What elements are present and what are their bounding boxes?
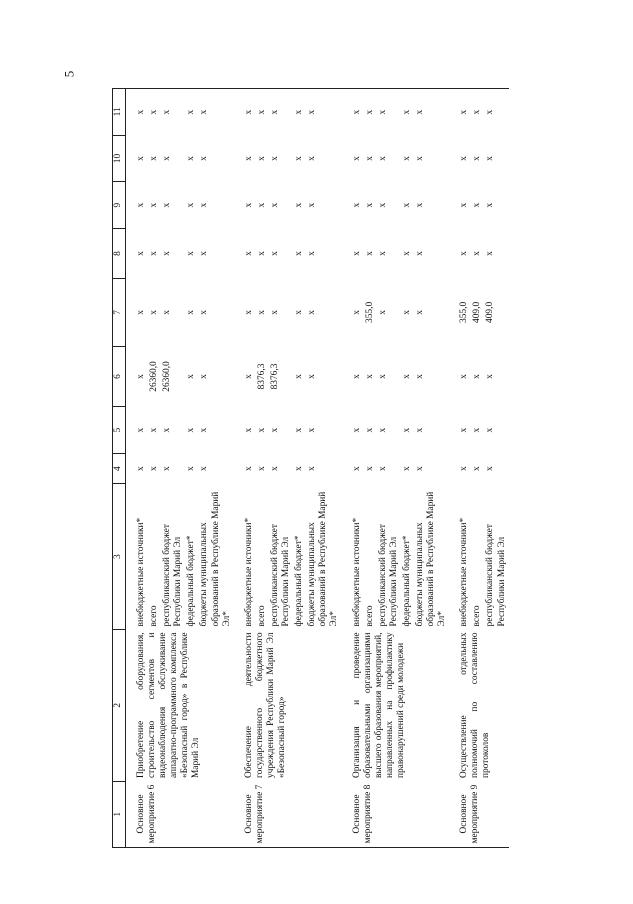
value-cell: х bbox=[471, 89, 484, 136]
value-cell: х bbox=[243, 427, 254, 433]
value-cell: х bbox=[256, 89, 269, 136]
value-cell: х bbox=[186, 251, 197, 256]
value-cell: х bbox=[472, 251, 483, 256]
funding-source-cell: всего bbox=[256, 605, 267, 627]
value-cell: х bbox=[307, 466, 318, 471]
value-cell: х bbox=[364, 374, 375, 379]
value-cell: х bbox=[472, 156, 483, 161]
value-cell: х bbox=[401, 310, 412, 315]
value-cell: х bbox=[186, 310, 197, 315]
table-row bbox=[126, 89, 149, 848]
value-cell: х bbox=[269, 427, 280, 433]
value-cell: х bbox=[186, 374, 197, 379]
value-cell: х bbox=[377, 427, 388, 433]
value-cell: х bbox=[307, 374, 318, 379]
value-cell: х bbox=[459, 251, 470, 256]
value-cell: х bbox=[351, 374, 362, 379]
value-cell: х bbox=[351, 202, 362, 208]
value-cell: 355,0 bbox=[459, 301, 470, 323]
value-cell: х bbox=[294, 202, 305, 208]
event-name-cell: Основное мероприятие 8 bbox=[342, 781, 450, 847]
value-cell: х bbox=[485, 466, 496, 471]
value-cell: х bbox=[459, 374, 470, 379]
value-cell: х bbox=[269, 310, 280, 315]
event-name-cell: Основное мероприятие 6 bbox=[126, 781, 234, 847]
value-cell: х bbox=[459, 466, 470, 471]
value-cell: х bbox=[256, 427, 267, 433]
value-cell: 355,0 bbox=[364, 301, 375, 323]
value-cell: х bbox=[199, 310, 210, 315]
value-cell: х bbox=[414, 374, 425, 379]
column-header: 2 bbox=[113, 629, 126, 781]
value-cell: х bbox=[472, 427, 483, 433]
column-header: 1 bbox=[113, 781, 126, 847]
value-cell: х bbox=[485, 251, 496, 256]
value-cell: х bbox=[293, 89, 306, 136]
table-row bbox=[234, 89, 256, 848]
value-cell: х bbox=[414, 310, 425, 315]
value-cell: х bbox=[485, 202, 496, 208]
value-cell: х bbox=[243, 374, 254, 379]
funding-source-cell: внебюджетные источники* bbox=[351, 517, 362, 627]
value-cell: 26360,0 bbox=[149, 361, 160, 392]
column-header: 7 bbox=[113, 279, 126, 347]
value-cell: х bbox=[149, 466, 160, 471]
funding-source-cell: всего bbox=[149, 605, 160, 627]
value-cell: х bbox=[364, 89, 377, 136]
value-cell: х bbox=[256, 310, 267, 315]
column-header: 11 bbox=[113, 89, 126, 136]
value-cell: х bbox=[162, 202, 173, 208]
event-description-cell: Обеспечение деятельности государственного бюджетного учреждения Республики Марий Эл «Безопасный город» bbox=[243, 632, 288, 779]
table-row bbox=[342, 89, 364, 848]
table-body bbox=[126, 89, 509, 848]
value-cell: х bbox=[199, 156, 210, 161]
value-cell: х bbox=[199, 466, 210, 471]
event-name-cell: Основное мероприятие 7 bbox=[234, 781, 342, 847]
event-description-cell: Осуществление отдельных полномочий по составлению протоколов bbox=[459, 632, 492, 779]
funding-source-cell: республиканский бюджет Республики Марий Эл bbox=[485, 524, 507, 627]
value-cell: х bbox=[256, 251, 267, 256]
value-cell: х bbox=[307, 202, 318, 208]
funding-source-cell: республиканский бюджет Республики Марий Эл bbox=[269, 524, 292, 627]
value-cell: х bbox=[136, 374, 146, 379]
value-cell: х bbox=[414, 156, 425, 161]
value-cell: х bbox=[294, 466, 305, 471]
value-cell: х bbox=[377, 466, 388, 471]
column-header: 4 bbox=[113, 453, 126, 483]
value-cell: х bbox=[351, 466, 362, 471]
value-cell: х bbox=[459, 427, 470, 433]
value-cell: х bbox=[364, 202, 375, 208]
value-cell: х bbox=[484, 89, 508, 136]
value-cell: х bbox=[198, 89, 233, 136]
value-cell: х bbox=[294, 156, 305, 161]
value-cell: х bbox=[256, 156, 267, 161]
value-cell: х bbox=[377, 374, 388, 379]
value-cell: х bbox=[148, 89, 161, 136]
value-cell: х bbox=[401, 156, 412, 161]
event-name-cell: Основное мероприятие 9 bbox=[449, 781, 508, 847]
value-cell: х bbox=[364, 466, 375, 471]
rotated-table-area bbox=[112, 88, 632, 848]
event-description-cell: Приобретение оборудования, строительство сегментов и видеонаблюдения обслуживание аппаратно-программного комплекса «Безопасный город» в Республике Марий Эл bbox=[136, 632, 202, 779]
value-cell: х bbox=[149, 427, 160, 433]
value-cell: х bbox=[185, 89, 198, 136]
value-cell: х bbox=[243, 310, 254, 315]
value-cell: х bbox=[161, 89, 185, 136]
value-cell: х bbox=[401, 251, 412, 256]
value-cell: 409,0 bbox=[485, 301, 496, 323]
funding-source-cell: внебюджетные источники* bbox=[243, 517, 254, 627]
value-cell: х bbox=[364, 251, 375, 256]
value-cell: х bbox=[256, 466, 267, 471]
value-cell: х bbox=[351, 251, 362, 256]
value-cell: х bbox=[401, 202, 412, 208]
funding-source-cell: внебюджетные источники* bbox=[136, 517, 146, 627]
funding-source-cell: бюджеты муниципальных образований в Республике Марий Эл* bbox=[414, 491, 448, 627]
value-cell: х bbox=[342, 89, 364, 136]
value-cell: х bbox=[136, 310, 146, 315]
funding-source-cell: республиканский бюджет Республики Марий Эл bbox=[377, 524, 399, 627]
value-cell: х bbox=[269, 156, 280, 161]
value-cell: х bbox=[459, 202, 470, 208]
value-cell: х bbox=[401, 427, 412, 433]
value-cell: х bbox=[414, 251, 425, 256]
value-cell: х bbox=[472, 466, 483, 471]
value-cell: х bbox=[256, 202, 267, 208]
value-cell: х bbox=[186, 156, 197, 161]
value-cell: х bbox=[459, 156, 470, 161]
value-cell: х bbox=[351, 310, 362, 315]
column-header: 9 bbox=[113, 182, 126, 229]
value-cell: х bbox=[377, 310, 388, 315]
funding-source-cell: федеральный бюджет* bbox=[186, 535, 197, 627]
value-cell: х bbox=[243, 466, 254, 471]
funding-table bbox=[112, 88, 509, 848]
value-cell: х bbox=[401, 374, 412, 379]
value-cell: х bbox=[401, 466, 412, 471]
funding-source-cell: бюджеты муниципальных образований в Республике Марий Эл* bbox=[307, 491, 340, 627]
value-cell: х bbox=[377, 251, 388, 256]
value-cell: х bbox=[294, 374, 305, 379]
value-cell: х bbox=[186, 427, 197, 433]
value-cell: х bbox=[294, 427, 305, 433]
value-cell: х bbox=[149, 202, 160, 208]
value-cell: х bbox=[269, 251, 280, 256]
value-cell: х bbox=[136, 427, 146, 433]
value-cell: х bbox=[186, 202, 197, 208]
value-cell: х bbox=[162, 156, 173, 161]
value-cell: х bbox=[485, 427, 496, 433]
value-cell: х bbox=[377, 89, 401, 136]
column-header: 5 bbox=[113, 407, 126, 454]
value-cell: х bbox=[136, 156, 146, 161]
value-cell: х bbox=[162, 251, 173, 256]
value-cell: х bbox=[294, 310, 305, 315]
funding-source-cell: всего bbox=[364, 605, 375, 627]
value-cell: х bbox=[199, 251, 210, 256]
value-cell: х bbox=[136, 466, 146, 471]
value-cell: х bbox=[307, 156, 318, 161]
value-cell: х bbox=[414, 466, 425, 471]
header-row bbox=[113, 89, 126, 848]
value-cell: х bbox=[401, 89, 414, 136]
value-cell: х bbox=[472, 202, 483, 208]
value-cell: х bbox=[472, 374, 483, 379]
value-cell: х bbox=[307, 427, 318, 433]
value-cell: х bbox=[199, 374, 210, 379]
value-cell: х bbox=[149, 156, 160, 161]
value-cell: х bbox=[351, 156, 362, 161]
value-cell: х bbox=[307, 310, 318, 315]
value-cell: х bbox=[199, 427, 210, 433]
value-cell: х bbox=[126, 89, 149, 136]
value-cell: 409,0 bbox=[472, 301, 483, 323]
value-cell: х bbox=[162, 427, 173, 433]
value-cell: х bbox=[269, 89, 293, 136]
value-cell: х bbox=[306, 89, 341, 136]
event-description-cell: Организация и проведение образовательными организациями высшего образования мероприятий, направленных на профилактику правонарушений среди молодежи bbox=[351, 632, 406, 779]
value-cell: х bbox=[269, 202, 280, 208]
value-cell: х bbox=[449, 89, 471, 136]
value-cell: х bbox=[186, 466, 197, 471]
funding-source-cell: федеральный бюджет* bbox=[294, 535, 305, 627]
value-cell: х bbox=[234, 89, 256, 136]
value-cell: х bbox=[364, 156, 375, 161]
value-cell: 8376,3 bbox=[269, 363, 280, 390]
value-cell: х bbox=[162, 310, 173, 315]
value-cell: х bbox=[294, 251, 305, 256]
value-cell: х bbox=[414, 427, 425, 433]
column-header: 10 bbox=[113, 135, 126, 182]
value-cell: х bbox=[377, 156, 388, 161]
value-cell: 26360,0 bbox=[162, 361, 173, 392]
value-cell: х bbox=[351, 427, 362, 433]
value-cell: х bbox=[307, 251, 318, 256]
value-cell: х bbox=[136, 202, 146, 208]
value-cell: х bbox=[485, 156, 496, 161]
value-cell: х bbox=[414, 202, 425, 208]
funding-source-cell: республиканский бюджет Республики Марий Эл bbox=[162, 524, 184, 627]
table-row bbox=[449, 89, 471, 848]
value-cell: х bbox=[414, 89, 449, 136]
page-number: 5 bbox=[61, 70, 77, 78]
value-cell: х bbox=[243, 202, 254, 208]
value-cell: х bbox=[377, 202, 388, 208]
value-cell: х bbox=[364, 427, 375, 433]
value-cell: х bbox=[269, 466, 280, 471]
value-cell: х bbox=[243, 251, 254, 256]
value-cell: х bbox=[243, 156, 254, 161]
funding-source-cell: всего bbox=[472, 605, 483, 627]
value-cell: х bbox=[136, 251, 146, 256]
column-header: 3 bbox=[113, 484, 126, 630]
value-cell: х bbox=[162, 466, 173, 471]
funding-source-cell: бюджеты муниципальных образований в Республике Марий Эл* bbox=[199, 491, 232, 627]
column-header: 6 bbox=[113, 346, 126, 407]
value-cell: х bbox=[149, 251, 160, 256]
value-cell: х bbox=[149, 310, 160, 315]
value-cell: х bbox=[485, 374, 496, 379]
funding-source-cell: внебюджетные источники* bbox=[459, 517, 470, 627]
value-cell: 8376,3 bbox=[256, 363, 267, 390]
value-cell: х bbox=[199, 202, 210, 208]
funding-source-cell: федеральный бюджет* bbox=[401, 535, 412, 627]
column-header: 8 bbox=[113, 228, 126, 278]
